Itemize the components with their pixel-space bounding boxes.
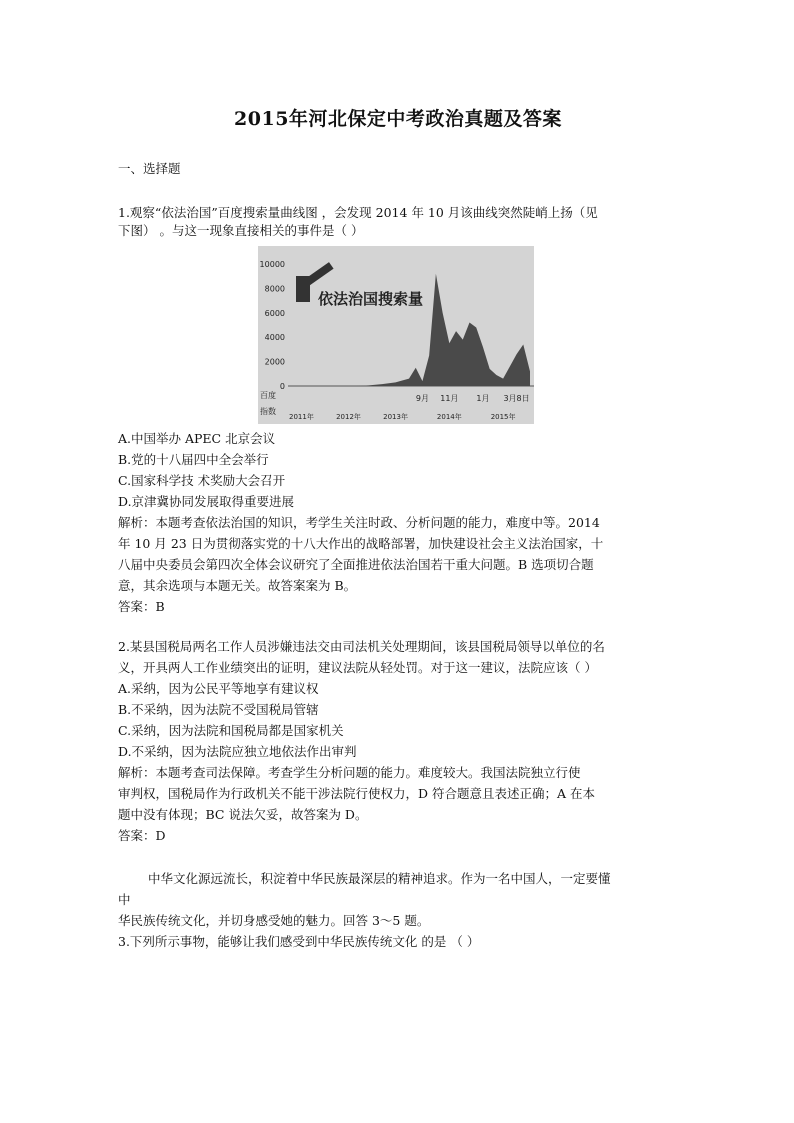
q1-analysis-line-1: 解析：本题考查依法治国的知识，考学生关注时政、分析问题的能力，难度中等。2014 bbox=[118, 515, 600, 530]
y-tick-label: 4000 bbox=[264, 333, 285, 343]
y-tick-label: 8000 bbox=[264, 284, 285, 294]
page-title: 2015年河北保定中考政治真题及答案 bbox=[234, 108, 562, 130]
q2-answer: 答案：D bbox=[118, 828, 166, 843]
section-heading: 一、选择题 bbox=[118, 161, 181, 176]
q2-option-c: C.采纳，因为法院和国税局都是国家机关 bbox=[118, 723, 344, 738]
y-label-line-1: 百度 bbox=[260, 391, 276, 400]
x-tick-label-month: 9月 bbox=[415, 394, 429, 403]
q1-analysis-line-3: 八届中央委员会第四次全体会议研究了全面推进依法治国若干重大问题。B 选项切合题 bbox=[118, 557, 594, 572]
x-tick-label-year: 2012年 bbox=[336, 413, 361, 421]
q2-analysis-line-2: 审判权，国税局作为行政机关不能干涉法院行使权力，D 符合题意且表述正确；A 在本 bbox=[118, 786, 595, 801]
q2-stem-line-2: 义，开具两人工作业绩突出的证明，建议法院从轻处罚。对于这一建议，法院应该（ ） bbox=[118, 660, 597, 675]
q2-analysis-line-1: 解析：本题考查司法保障。考查学生分析问题的能力。难度较大。我国法院独立行使 bbox=[118, 765, 581, 780]
q1-option-d: D.京津冀协同发展取得重要进展 bbox=[118, 494, 295, 509]
passage-line-3: 华民族传统文化，并切身感受她的魅力。回答 3～5 题。 bbox=[118, 913, 430, 928]
x-tick-label-year: 2014年 bbox=[436, 413, 462, 421]
y-tick-label: 0 bbox=[279, 382, 285, 391]
search-volume-chart bbox=[258, 246, 534, 424]
q2-option-a: A.采纳，因为公民平等地享有建议权 bbox=[118, 681, 319, 696]
q1-option-c: C.国家科学技 术奖励大会召开 bbox=[118, 473, 286, 488]
q2-stem-line-1: 2.某县国税局两名工作人员涉嫌违法交由司法机关处理期间，该县国税局领导以单位的名 bbox=[118, 639, 605, 654]
y-label-line-2: 指数 bbox=[260, 407, 276, 416]
q2-option-d: D.不采纳，因为法院应独立地依法作出审判 bbox=[118, 744, 357, 759]
x-tick-label-year: 2015年 bbox=[490, 413, 516, 421]
chart-title: 依法治国搜索量 bbox=[318, 290, 424, 308]
q1-option-b: B.党的十八届四中全会举行 bbox=[118, 452, 269, 467]
q1-option-a: A.中国举办 APEC 北京会议 bbox=[118, 431, 276, 446]
x-tick-label-year: 2013年 bbox=[383, 413, 408, 421]
y-tick-label: 6000 bbox=[264, 308, 285, 318]
q1-analysis-line-4: 意，其余选项与本题无关。故答案案为 B。 bbox=[118, 578, 357, 593]
passage-line-2: 中 bbox=[118, 892, 131, 907]
q3-stem: 3.下列所示事物，能够让我们感受到中华民族传统文化 的是 （ ） bbox=[118, 934, 480, 949]
x-tick-label-year: 2011年 bbox=[289, 413, 314, 421]
x-tick-label-month: 11月 bbox=[440, 394, 459, 403]
q1-stem-line-2: 下图） 。与这一现象直接相关的事件是（ ） bbox=[118, 223, 364, 238]
q1-answer: 答案：B bbox=[118, 599, 165, 614]
q2-option-b: B.不采纳，因为法院不受国税局管辖 bbox=[118, 702, 319, 717]
y-tick-label: 10000 bbox=[259, 260, 285, 269]
x-tick-label-month: 1月 bbox=[476, 394, 490, 403]
chart-canvas bbox=[258, 246, 534, 424]
q2-analysis-line-3: 题中没有体现；BC 说法欠妥，故答案为 D。 bbox=[118, 807, 368, 822]
passage-line-1: 中华文化源远流长，积淀着中华民族最深层的精神追求。作为一名中国人，一定要懂 bbox=[148, 871, 611, 886]
y-tick-label: 2000 bbox=[264, 357, 285, 367]
q1-stem-line-1: 1.观察“依法治国”百度搜索量曲线图 ，会发现 2014 年 10 月该曲线突然陡峭上扬（见 bbox=[118, 205, 598, 220]
x-tick-label-month: 3月8日 bbox=[503, 394, 530, 403]
q1-analysis-line-2: 年 10 月 23 日为贯彻落实党的十八大作出的战略部署，加快建设社会主义法治国家，十 bbox=[118, 536, 604, 551]
